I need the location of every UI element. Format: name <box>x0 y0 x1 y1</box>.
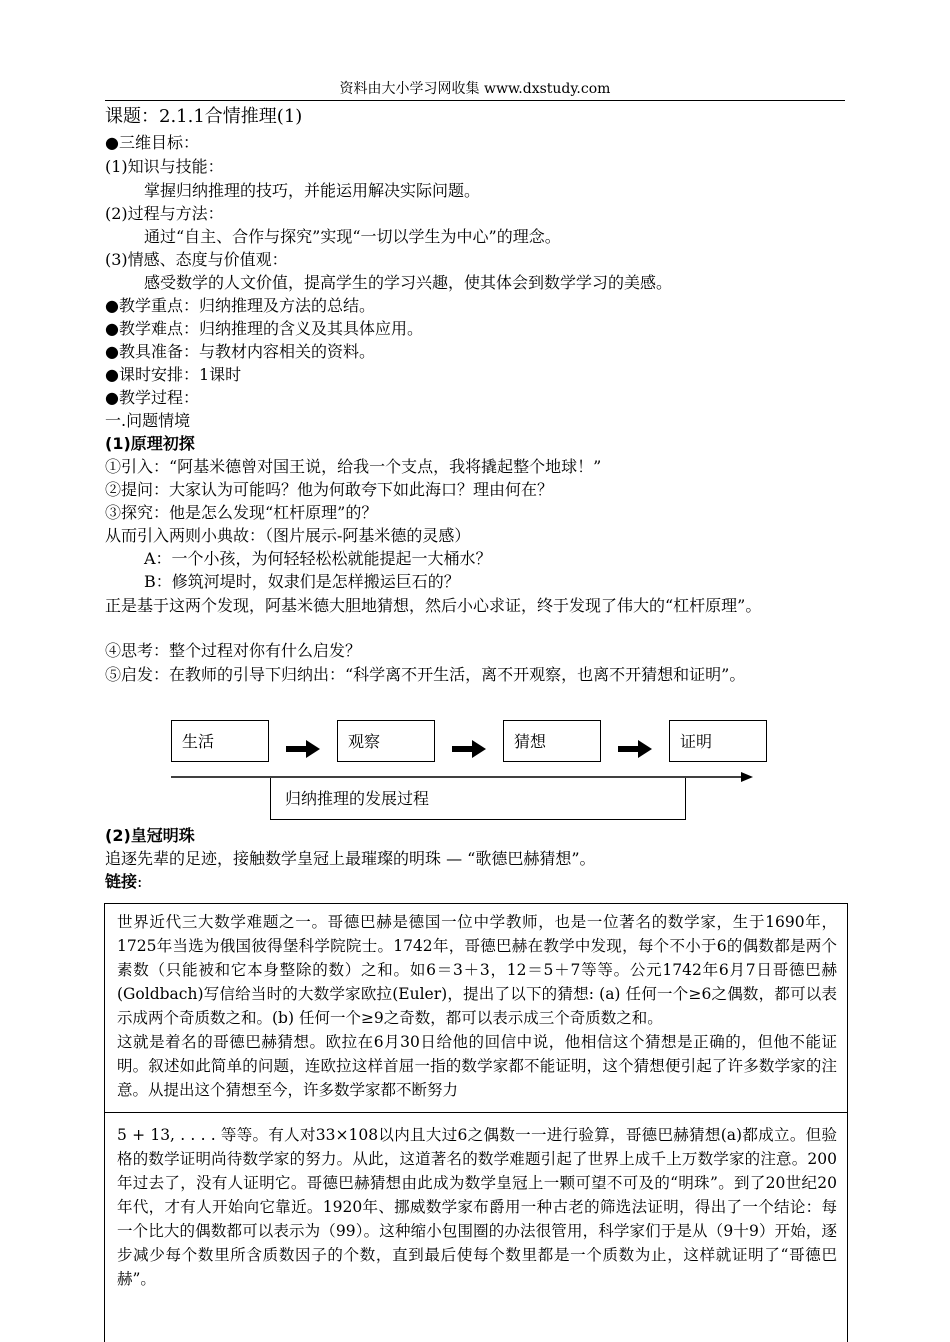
flow-arrow-icon <box>618 740 654 758</box>
flow-arrow-icon <box>286 740 322 758</box>
link-label: 链接 <box>105 872 138 891</box>
link-colon: : <box>137 872 143 891</box>
step4: ④思考：整个过程对你有什么启发？ <box>105 641 362 660</box>
flow-arrow-icon <box>452 740 488 758</box>
flow-step-prove: 证明 <box>669 720 767 762</box>
flow-step-guess: 猜想 <box>503 720 601 762</box>
step3: ③探究：他是怎么发现“杠杆原理”的？ <box>105 503 378 522</box>
story-b: B：修筑河堤时，奴隶们是怎样搬运巨石的？ <box>144 572 460 591</box>
sub2-heading: (2)皇冠明珠 <box>105 826 195 845</box>
flow-caption: 归纳推理的发展过程 <box>270 778 686 820</box>
step2: ②提问：大家认为可能吗？他为何敢夸下如此海口？理由何在？ <box>105 480 554 499</box>
part1-heading: 一.问题情境 <box>105 411 191 430</box>
step5: ⑤启发：在教师的引导下归纳出：“科学离不开生活，离不开观察，也离不开猜想和证明”。 <box>105 665 746 684</box>
knowledge-text: 掌握归纳推理的技巧，并能运用解决实际问题。 <box>144 181 481 200</box>
materials: ●教具准备：与教材内容相关的资料。 <box>105 342 375 361</box>
process-text: 通过“自主、合作与探究”实现“一切以学生为中心”的理念。 <box>144 227 561 246</box>
key-point: ●教学重点：归纳推理及方法的总结。 <box>105 296 375 315</box>
process: ●教学过程： <box>105 388 199 407</box>
flow-step-life: 生活 <box>171 720 269 762</box>
link-box-2 <box>104 1112 848 1342</box>
step1: ①引入：“阿基米德曾对国王说，给我一个支点，我将撬起整个地球！” <box>105 457 602 476</box>
link-box-1 <box>104 903 848 1113</box>
emotion-text: 感受数学的人文价值，提高学生的学习兴趣，使其体会到数学学习的美感。 <box>144 273 673 292</box>
conclusion: 正是基于这两个发现，阿基米德大胆地猜想，然后小心求证，终于发现了伟大的“杠杆原理”。 <box>105 596 762 615</box>
schedule: ●课时安排：1课时 <box>105 365 242 384</box>
story-a: A：一个小孩，为何轻轻松松就能提起一大桶水？ <box>144 549 492 568</box>
knowledge-heading: (1)知识与技能： <box>105 157 224 176</box>
page-title: 课题：2.1.1合情推理(1) <box>105 106 303 127</box>
pearl-text: 追逐先辈的足迹，接触数学皇冠上最璀璨的明珠 — “歌德巴赫猜想”。 <box>105 849 596 868</box>
link-box-1-para-2: 这就是着名的哥德巴赫猜想。欧拉在6月30日给他的回信中说，他相信这个猜想是正确的，但他不能证明。叙述如此简单的问题，连欧拉这样首屈一指的数学家都不能证明，这个猜想便引起了许多数学家的注意。从提出这个猜想至今，许多数学家都不断努力 <box>117 1033 837 1099</box>
flow-step-observe: 观察 <box>337 720 435 762</box>
difficulty: ●教学难点：归纳推理的含义及其具体应用。 <box>105 319 423 338</box>
goals-heading: ●三维目标： <box>105 133 199 152</box>
page-header: 资料由大小学习网收集 www.dxstudy.com <box>105 78 845 101</box>
link-box-1-para-1: 世界近代三大数学难题之一。哥德巴赫是德国一位中学教师，也是一位著名的数学家，生于1690年，1725年当选为俄国彼得堡科学院院士。1742年，哥德巴赫在教学中发现，每个不小于6的偶数都是两个素数（只能被和它本身整除的数）之和。如6＝3＋3，12＝5＋7等等。公元1742年6月7日哥德巴赫(Goldbach)写信给当时的大数学家欧拉(Euler)，提出了以下的猜想: (a) 任何一个≥6之偶数，都可以表示成两个奇质数之和。(b) 任何一个≥9之奇数，都可以表示成三个奇质数之和。 <box>117 913 837 1027</box>
sub1-heading: (1)原理初探 <box>105 434 195 453</box>
process-heading: (2)过程与方法： <box>105 204 224 223</box>
link-box-2-para: 5 + 13, . . . . 等等。有人对33×108以内且大过6之偶数一一进行验算，哥德巴赫猜想(a)都成立。但验格的数学证明尚待数学家的努力。从此，这道著名的数学难题引起了世界上成千上万数学家的注意。200年过去了，没有人证明它。哥德巴赫猜想由此成为数学皇冠上一颗可望不可及的“明珠”。到了20世纪20年代，才有人开始向它靠近。1920年、挪威数学家布爵用一种古老的筛选法证明，得出了一个结论：每一个比大的偶数都可以表示为（99）。这种缩小包围圈的办法很管用，科学家们于是从（9十9）开始，逐步减少每个数里所含质数因子的个数，直到最后使每个数里都是一个质数为止，这样就证明了“哥德巴赫”。 <box>117 1126 837 1288</box>
story-intro: 从而引入两则小典故：（图片展示-阿基米德的灵感） <box>105 526 471 545</box>
emotion-heading: (3)情感、态度与价值观： <box>105 250 288 269</box>
link-label-line <box>105 871 142 893</box>
